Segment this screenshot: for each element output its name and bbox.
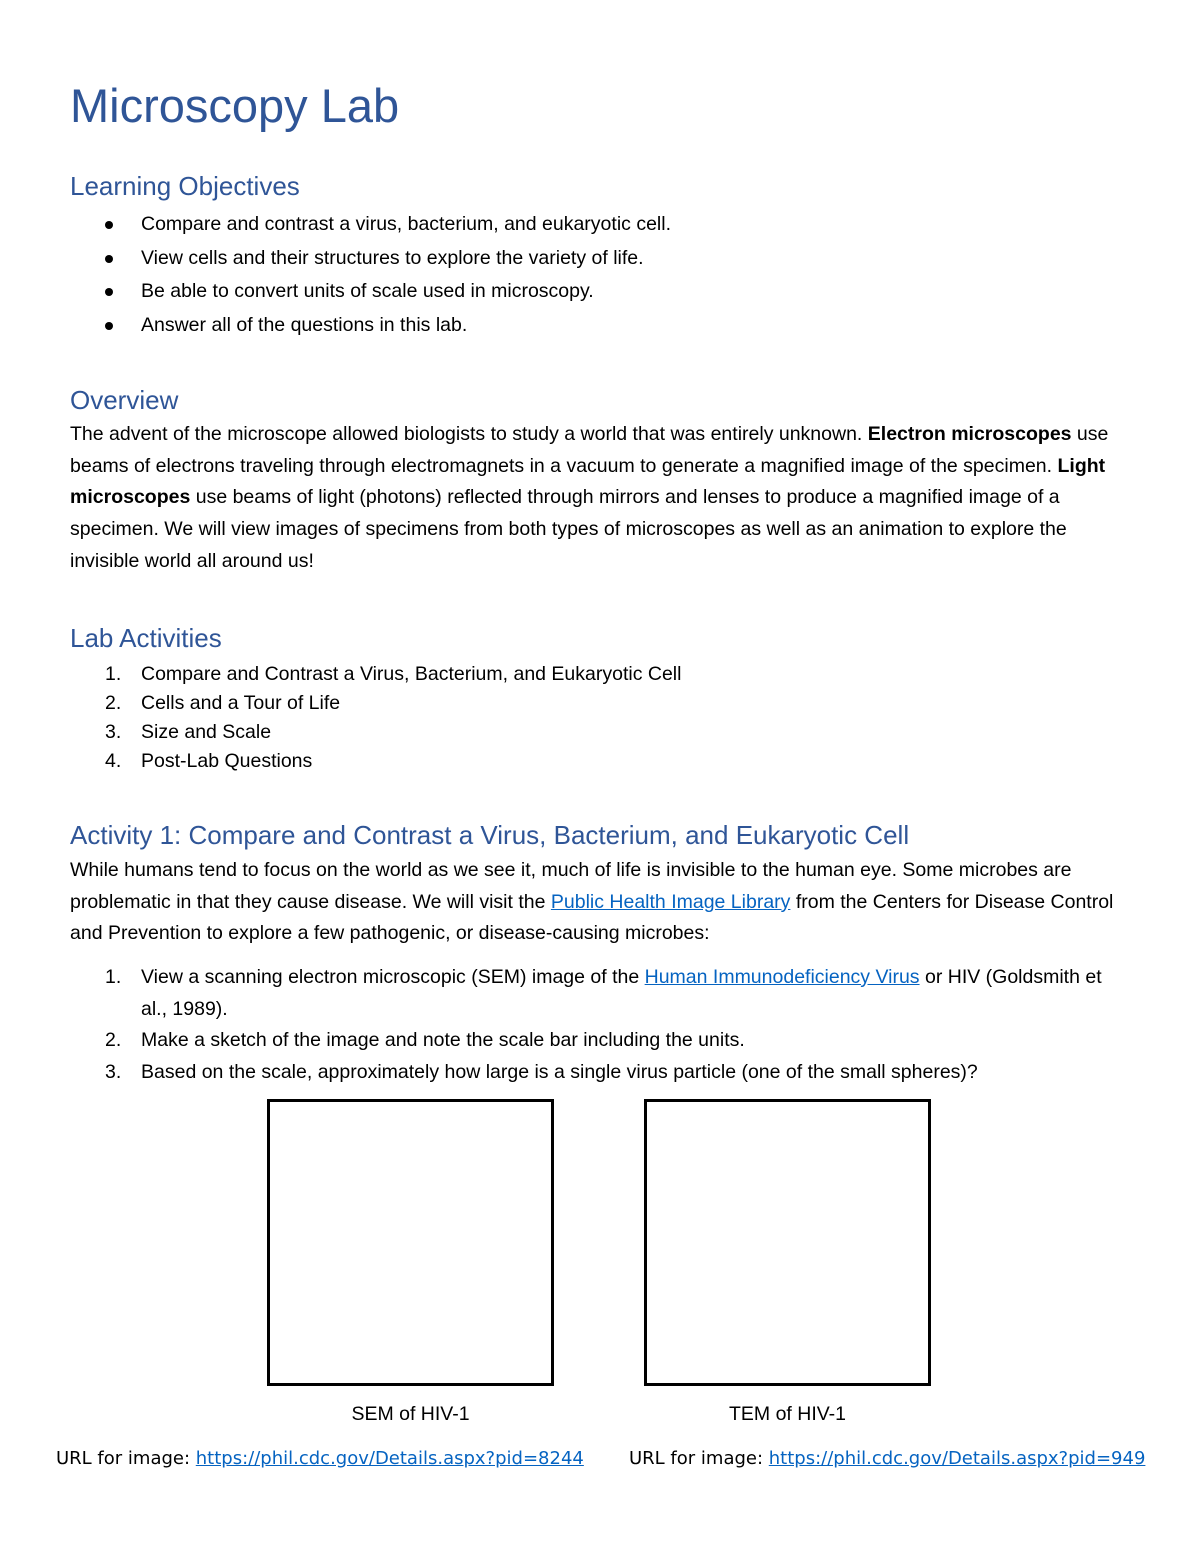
learning-objectives-list — [70, 208, 1130, 342]
list-item: 3. Size and Scale — [105, 721, 272, 743]
sem-url-line: URL for image: https://phil.cdc.gov/Details.aspx?pid=8244 — [56, 1448, 584, 1469]
activity1-heading: Activity 1: Compare and Contrast a Virus, Bacterium, and Eukaryotic Cell — [70, 820, 910, 850]
list-item: 2. Cells and a Tour of Life — [105, 692, 341, 714]
bullet-icon — [105, 255, 113, 263]
sem-image-url-link[interactable]: https://phil.cdc.gov/Details.aspx?pid=8244 — [195, 1448, 584, 1469]
overview-heading: Overview — [70, 385, 179, 415]
bullet-icon — [105, 322, 113, 330]
list-item: 4. Post-Lab Questions — [105, 750, 313, 772]
list-item: 2. Make a sketch of the image and note the scale bar including the units. — [105, 1029, 745, 1051]
list-item: 3. Based on the scale, approximately how large is a single virus particle (one of the small spheres)? — [105, 1060, 978, 1083]
tem-sketch-box — [644, 1099, 931, 1386]
list-item: View cells and their structures to explore the variety of life. — [70, 242, 1130, 276]
list-item: 1. Compare and Contrast a Virus, Bacterium, and Eukaryotic Cell — [105, 663, 682, 685]
learning-objectives-heading: Learning Objectives — [70, 171, 300, 201]
overview-paragraph: The advent of the microscope allowed biologists to study a world that was entirely unknown. Electron microscopes use beams of electrons traveling through electromagnets in a vacuum to generate a magnified image of the specimen. Light microscopes use beams of light (photons) reflected through mirrors and lenses to produce a magnified image of a specimen. We will view images of specimens from both types of microscopes as well as an animation to explore the invisible world all around us! — [70, 423, 1109, 572]
tem-url-line: URL for image: https://phil.cdc.gov/Details.aspx?pid=949 — [629, 1448, 1146, 1469]
electron-microscopes-term: Electron microscopes — [867, 423, 1072, 445]
tem-caption: TEM of HIV-1 — [728, 1403, 847, 1425]
tem-image-url-link[interactable]: https://phil.cdc.gov/Details.aspx?pid=949 — [768, 1448, 1146, 1469]
activity1-steps — [70, 962, 1130, 1088]
list-item: Answer all of the questions in this lab. — [70, 309, 1130, 343]
page-title: Microscopy Lab — [70, 79, 400, 132]
bullet-icon — [105, 288, 113, 296]
list-item: 1. View a scanning electron microscopic (SEM) image of the Human Immunodeficiency Virus or HIV (Goldsmith et al., 1989). — [105, 966, 1102, 1020]
light-microscopes-term: Light microscopes — [70, 454, 1106, 509]
lab-activities-list — [70, 660, 1130, 776]
sem-sketch-box — [267, 1099, 554, 1386]
list-item: Compare and contrast a virus, bacterium, and eukaryotic cell. — [70, 208, 1130, 242]
public-health-image-library-link[interactable]: Public Health Image Library — [550, 890, 791, 913]
lab-activities-heading: Lab Activities — [70, 623, 222, 653]
activity1-intro: While humans tend to focus on the world as we see it, much of life is invisible to the human eye. Some microbes are problematic in that they cause disease. We will visit the Public Health Image Library from the Centers for Disease Control and Prevention to explore a few pathogenic, or disease-causing microbes: — [70, 859, 1114, 945]
sem-caption: SEM of HIV-1 — [351, 1403, 470, 1425]
hiv-link[interactable]: Human Immunodeficiency Virus — [644, 966, 920, 988]
bullet-icon — [105, 221, 113, 229]
list-item: Be able to convert units of scale used in microscopy. — [70, 275, 1130, 309]
